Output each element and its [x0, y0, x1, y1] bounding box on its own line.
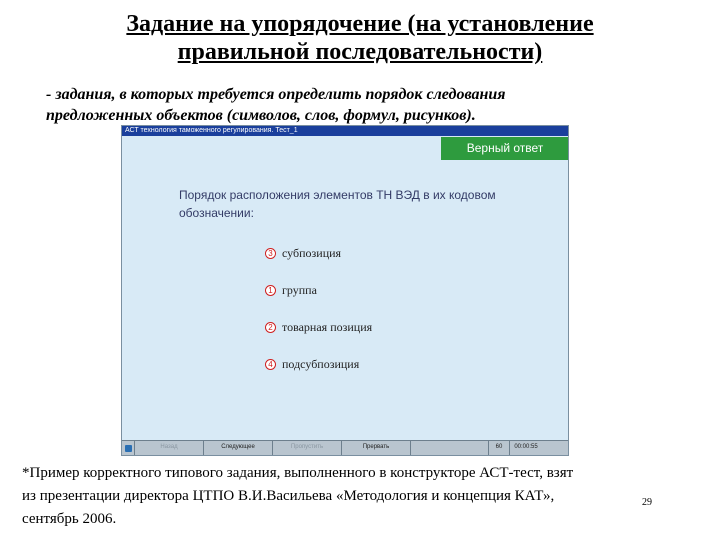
bottom-toolbar — [122, 440, 568, 455]
menu-icon[interactable] — [122, 441, 135, 455]
slide-title-line-2: правильной последовательности) — [177, 39, 543, 65]
question-count: 60 — [489, 441, 510, 455]
page-number: 29 — [642, 497, 652, 508]
question-line-2: обозначении: — [179, 206, 254, 220]
answer-option-4[interactable] — [265, 355, 359, 373]
timer: 00:00:55 — [514, 444, 538, 450]
footnote-line-3: сентябрь 2006. — [22, 511, 117, 527]
order-number-badge[interactable]: 2 — [265, 322, 276, 333]
option-label: группа — [282, 282, 317, 297]
question-line-1: Порядок расположения элементов ТН ВЭД в их кодовом — [179, 188, 496, 202]
order-number-badge[interactable]: 1 — [265, 285, 276, 296]
next-button[interactable]: Следующее — [204, 441, 273, 455]
answer-option-2[interactable] — [265, 281, 317, 299]
correct-answer-badge: Верный ответ — [441, 137, 569, 160]
intro-text — [46, 84, 686, 126]
toolbar-spacer — [411, 441, 489, 455]
order-number-badge[interactable]: 3 — [265, 248, 276, 259]
test-screenshot — [121, 125, 569, 456]
stop-button[interactable]: Прервать — [342, 441, 411, 455]
footnote-line-2: из презентации директора ЦТПО В.И.Васильева «Методология и концепция КАТ», — [22, 488, 555, 504]
intro-line-2: предложенных объектов (символов, слов, формул, рисунков). — [46, 107, 476, 124]
option-label: товарная позиция — [282, 319, 373, 334]
prev-button[interactable]: Назад — [135, 441, 204, 455]
slide-title-line-1: Задание на упорядочение (на установление — [126, 11, 594, 37]
window-title: АСТ технология таможенного регулирования. Тест_1 — [125, 127, 298, 134]
footnote-line-1: *Пример корректного типового задания, выполненного в конструкторе АСТ-тест, взят — [22, 465, 574, 481]
slide-title — [40, 10, 680, 66]
option-label: подсубпозиция — [282, 356, 360, 371]
option-label: субпозиция — [282, 245, 342, 260]
skip-button[interactable]: Пропустить — [273, 441, 342, 455]
answer-option-1[interactable] — [265, 244, 341, 262]
footnote — [22, 462, 702, 531]
window-titlebar — [122, 126, 568, 136]
order-number-badge[interactable]: 4 — [265, 359, 276, 370]
question-text — [179, 186, 519, 222]
intro-line-1: - задания, в которых требуется определить порядок следования — [46, 86, 506, 103]
answer-option-3[interactable] — [265, 318, 372, 336]
